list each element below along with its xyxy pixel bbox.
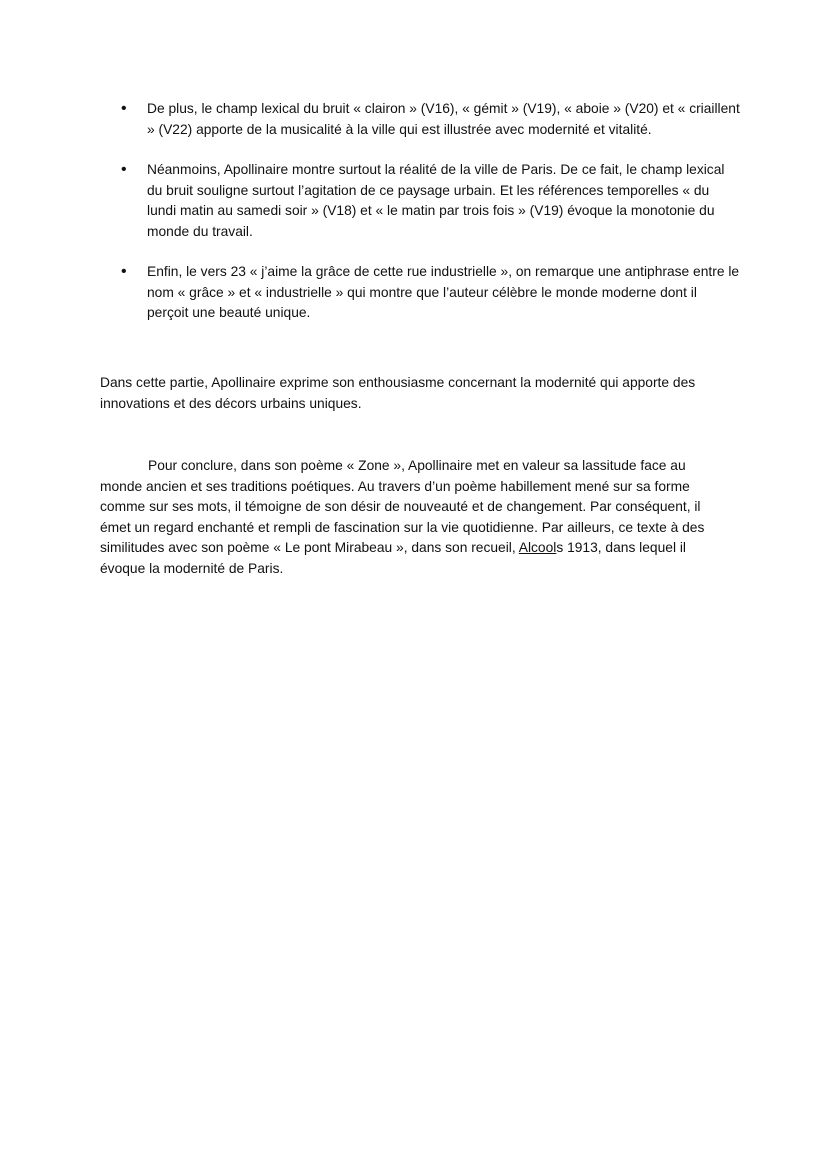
conclusion-text-end: s 1913, dans lequel il évoque la modernité de Paris. [100,540,686,576]
bullet-item-2: • Néanmoins, Apollinaire montre surtout la réalité de la ville de Paris. De ce fait, le champ lexical du bruit souligne surtout l’agitation de ce paysage urbain. Et les références temporelles « du lundi matin au samedi soir » (V18) et « le matin par trois fois » (V19) évoque la monotonie du monde du travail. [100,160,740,242]
book-title-underlined: Alcool [518,540,557,555]
bullet-item-1: • De plus, le champ lexical du bruit « clairon » (V16), « gémit » (V19), « aboie » (V20) et « criaillent » (V22) apporte de la musicalité à la ville qui est illustrée avec modernité et vitalité. [100,99,740,140]
conclusion-text-start: Pour conclure, dans son poème « Zone », Apollinaire met en valeur sa lassitude face au monde ancien et ses traditions poétiques. Au travers d’un poème habillement mené sur sa forme comme sur ses mots, il témoigne de son désir de nouveauté et de changement. Par conséquent, il émet un regard enchanté et rempli de fascination sur la vie quotidienne. Par ailleurs, ce texte à des similitudes avec son poème « Le pont Mirabeau », dans son recueil, [100,458,705,555]
bullet-item-3: • Enfin, le vers 23 « j’aime la grâce de cette rue industrielle », on remarque une antiphrase entre le nom « grâce » et « industrielle » qui montre que l’auteur célèbre le monde moderne dont il perçoit une beauté unique. [100,262,740,324]
conclusion-paragraph [100,456,714,579]
section-summary-paragraph: Dans cette partie, Apollinaire exprime son enthousiasme concernant la modernité qui apporte des innovations et des décors urbains uniques. [100,375,696,411]
bullet-list [100,99,740,344]
